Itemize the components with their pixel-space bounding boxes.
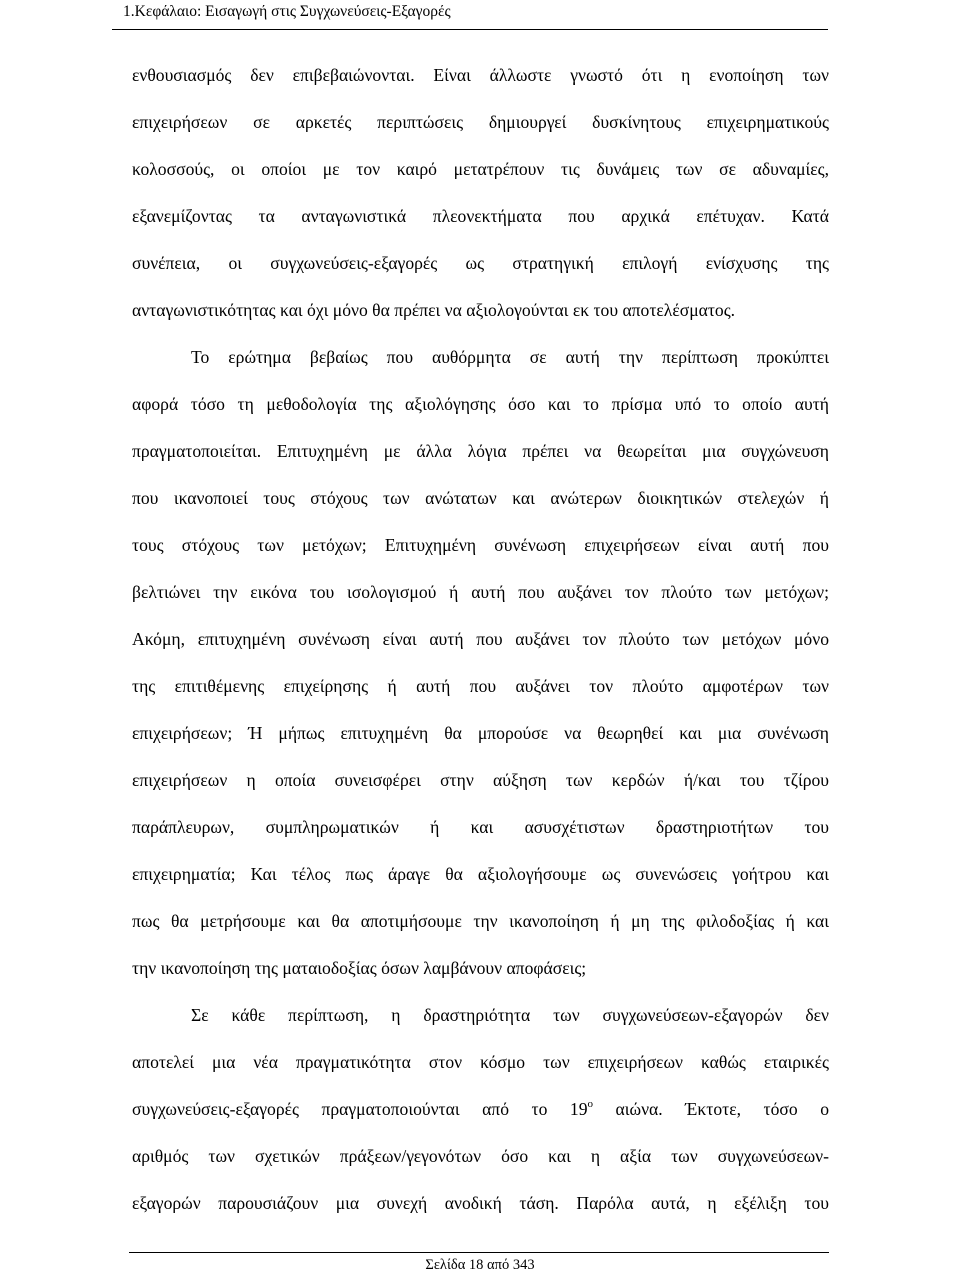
text-line: πραγματοποιείται. Επιτυχημένη με άλλα λόγια πρέπει να θεωρείται μια συγχώνευση [132,441,829,461]
text-line: παράπλευρων, συμπληρωματικών ή και ασυσχέτιστων δραστηριοτήτων του [132,817,829,837]
header-divider [112,29,828,30]
page-body [132,52,829,1227]
text-line: την ικανοποίηση της ματαιοδοξίας όσων λαμβάνουν αποφάσεις; [132,958,587,978]
text-line: αφορά τόσο τη μεθοδολογία της αξιολόγησης όσο και το πρίσμα υπό το οποίο αυτή [132,394,829,414]
text-line: εξανεμίζοντας τα ανταγωνιστικά πλεονεκτήματα που αρχικά επέτυχαν. Κατά [132,206,829,226]
text-line: επιχειρήσεων σε αρκετές περιπτώσεις δημιουργεί δυσκίνητους επιχειρηματικούς [132,112,829,132]
text-line: επιχειρήσεων η οποία συνεισφέρει στην αύξηση των κερδών ή/και του τζίρου [132,770,829,790]
text-line: επιχειρηματία; Και τέλος πως άραγε θα αξιολογήσουμε ως συνενώσεις γοήτρου και [132,864,829,884]
text-line: ανταγωνιστικότητας και όχι μόνο θα πρέπει να αξιολογούνται εκ του αποτελέσματος. [132,300,736,320]
text-line: αριθμός των σχετικών πράξεων/γεγονότων όσο και η αξία των συγχωνεύσεων- [132,1146,829,1166]
footer-divider [129,1252,829,1253]
text-line: που ικανοποιεί τους στόχους των ανώτατων και ανώτερων διοικητικών στελεχών ή [132,488,829,508]
text-line: ενθουσιασμός δεν επιβεβαιώνονται. Είναι άλλωστε γνωστό ότι η ενοποίηση των [132,65,829,85]
text-segment: συγχωνεύσεις-εξαγορές πραγματοποιούνται από το 19 [132,1099,588,1119]
text-line: αποτελεί μια νέα πραγματικότητα στον κόσμο των επιχειρήσεων καθώς εταιρικές [132,1052,829,1072]
text-line: Το ερώτημα βεβαίως που αυθόρμητα σε αυτή την περίπτωση προκύπτει [191,347,829,367]
text-line: επιχειρήσεων; Ή μήπως επιτυχημένη θα μπορούσε να θεωρηθεί και μια συνένωση [132,723,829,743]
chapter-header: 1.Κεφάλαιο: Εισαγωγή στις Συγχωνεύσεις-Εξαγορές [123,3,451,20]
text-line: Σε κάθε περίπτωση, η δραστηριότητα των συγχωνεύσεων-εξαγορών δεν [191,1005,829,1025]
text-line: συνέπεια, οι συγχωνεύσεις-εξαγορές ως στρατηγική επιλογή ενίσχυσης της [132,253,829,273]
text-line-with-superscript [132,1086,829,1133]
text-line: της επιτιθέμενης επιχείρησης ή αυτή που αυξάνει τον πλούτο αμφοτέρων των [132,676,829,696]
text-line: κολοσσούς, οι οποίοι με τον καιρό μετατρέπουν τις δυνάμεις των σε αδυναμίες, [132,159,829,179]
text-line: πως θα μετρήσουμε και θα αποτιμήσουμε την ικανοποίηση ή μη της φιλοδοξίας ή και [132,911,829,931]
text-line: τους στόχους των μετόχων; Επιτυχημένη συνένωση επιχειρήσεων είναι αυτή που [132,535,829,555]
text-line: Ακόμη, επιτυχημένη συνένωση είναι αυτή που αυξάνει τον πλούτο των μετόχων μόνο [132,629,829,649]
page-number: Σελίδα 18 από 343 [425,1257,535,1273]
text-line: βελτιώνει την εικόνα του ισολογισμού ή αυτή που αυξάνει τον πλούτο των μετόχων; [132,582,829,602]
superscript: ο [587,1098,594,1111]
text-segment: αιώνα. Έκτοτε, τόσο ο [593,1099,829,1119]
text-line: εξαγορών παρουσιάζουν μια συνεχή ανοδική τάση. Παρόλα αυτά, η εξέλιξη του [132,1193,829,1213]
